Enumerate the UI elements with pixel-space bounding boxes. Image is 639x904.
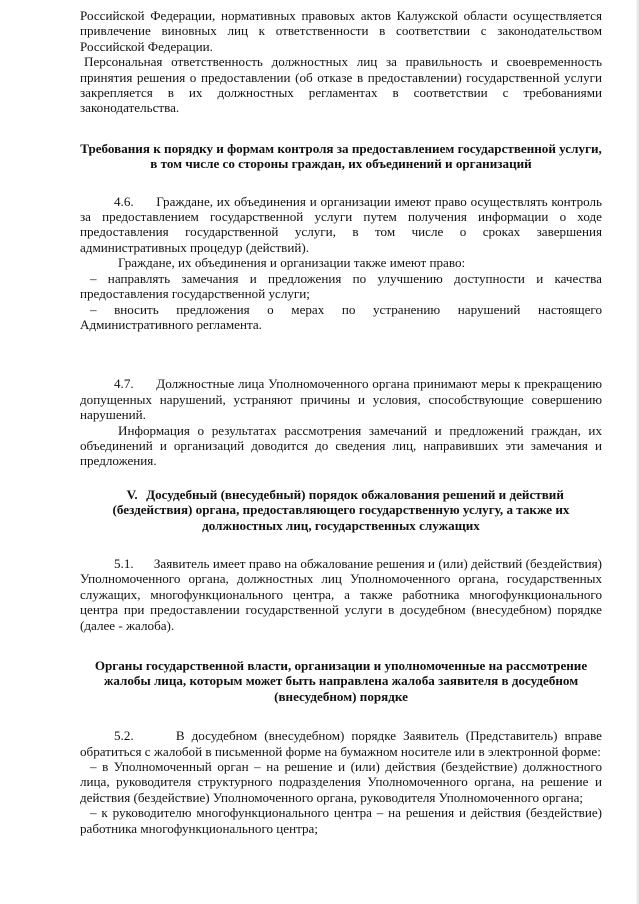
paragraph-5-1: 5.1. Заявитель имеет право на обжалование решения и (или) действий (бездействия) Уполномоченного органа, должностных лиц Уполномоченного органа, государственных служащих, многофункционального центра, а также работника многофункционального центра при предоставлении государственной услуги в досудебном (внесудебном) порядке (далее - жалоба). xyxy=(80,555,602,633)
paragraph-4-7: 4.7. Должностные лица Уполномоченного органа принимают меры к прекращению допущенных нарушений, устраняют причины и условия, способствующие совершению нарушений. xyxy=(80,376,602,423)
paragraph-citizens-rights: Граждане, их объединения и организации также имеют право: xyxy=(118,255,466,271)
paragraph-5-2: 5.2. В досудебном (внесудебном) порядке Заявитель (Представитель) вправе обратиться с жалобой в письменной форме на бумажном носителе или в электронной форме: xyxy=(80,728,602,759)
paragraph-personal-responsibility: Персональная ответственность должностных лиц за правильность и своевременность принятия решения о предоставлении (об отказе в предоставлении) государственной услуги закрепляется в их должностных регламентах в соответствии с требованиями законодательства. xyxy=(80,54,602,116)
list-item-mfc-head: – к руководителю многофункционального центра – на решения и действия (бездействие) работника многофункционального центра; xyxy=(80,805,602,836)
list-item-remarks: – направлять замечания и предложения по улучшению доступности и качества предоставления государственной услуги; xyxy=(80,270,602,302)
heading-section-v xyxy=(80,487,602,533)
heading-complaint-bodies: Органы государственной власти, организации и уполномоченные на рассмотрение жалобы лица, которым может быть направлена жалоба заявителя в досудебном (внесудебном) порядке xyxy=(94,658,588,704)
list-item-authorized-body: – в Уполномоченный орган – на решение и (или) действия (бездействие) должностного лица, руководителя структурного подразделения Уполномоченного органа, на решение и действия (бездействие) Уполномоченного органа, руководителя Уполномоченного органа; xyxy=(80,759,602,805)
section-title: Досудебный (внесудебный) порядок обжалования решений и действий (бездействия) органа, предоставляющего государственную услугу, а также их должностных лиц, государственных служащих xyxy=(112,486,570,533)
paragraph-continuation: Российской Федерации, нормативных правовых актов Калужской области осуществляется привлечение виновных лиц к ответственности в соответствии с законодательством Российской Федерации. xyxy=(80,8,602,54)
document-page xyxy=(80,8,602,836)
section-number: V. xyxy=(126,486,138,502)
paragraph-4-6: 4.6. Граждане, их объединения и организации имеют право осуществлять контроль за предоставлением государственной услуги путем получения информации о ходе предоставления государственной услуги, в том числе о сроках завершения административных процедур (действий). xyxy=(80,193,602,255)
list-item-proposals: – вносить предложения о мерах по устранению нарушений настоящего Административного регламента. xyxy=(80,301,602,332)
paragraph-results-info: Информация о результатах рассмотрения замечаний и предложений граждан, их объединений и организаций доводится до сведения лиц, направивших эти замечания и предложения. xyxy=(80,422,602,469)
heading-control-requirements: Требования к порядку и формам контроля за предоставлением государственной услуги, в том числе со стороны граждан, их объединений и организаций xyxy=(80,140,602,172)
